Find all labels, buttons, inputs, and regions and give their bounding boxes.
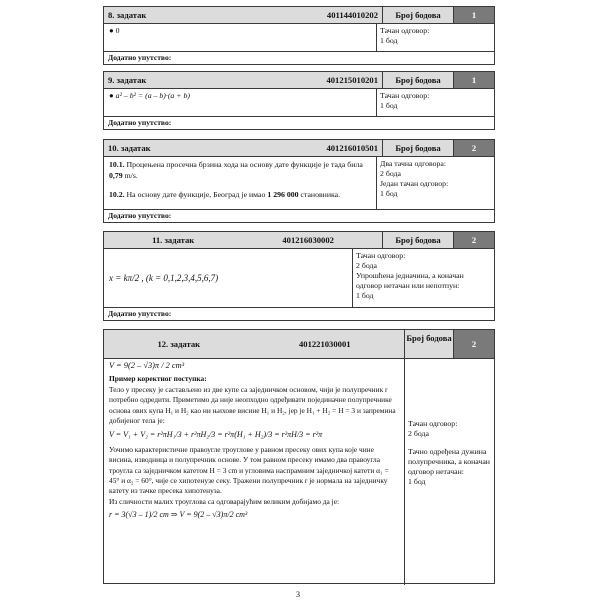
scoring-line: 1 бод	[356, 291, 374, 300]
subtask-value: 0,79	[109, 171, 123, 180]
task-code: 401216030002	[282, 235, 334, 245]
points-value: 2	[453, 140, 494, 156]
task-title: 8. задатак	[108, 10, 147, 20]
scoring-line: 1 бод	[408, 477, 426, 486]
answer-cell	[104, 157, 376, 209]
answer-cell: ● 0	[109, 26, 120, 35]
scoring-line: Један тачан одговор:	[380, 179, 449, 188]
additional-note: Додатно упутство:	[108, 53, 172, 62]
scoring-cell	[352, 249, 494, 307]
points-value: 2	[453, 232, 494, 248]
scoring-cell	[376, 89, 494, 116]
subtask-label: 10.2.	[109, 190, 125, 199]
subtask-text: Процењена просечна брзина хода на основу дате функције је тада била	[126, 160, 363, 169]
task-code: 401144010202	[326, 10, 378, 20]
scoring-line: 2 бода	[356, 261, 377, 270]
scoring-line: Упрошћена једначина, а коначан одговор нетачан или непотпун:	[356, 271, 464, 290]
points-value: 1	[453, 7, 494, 23]
scoring-line: Тачан одговор:	[380, 91, 430, 100]
scoring-line: Два тачна одговора:	[380, 159, 447, 168]
answer-formula: a² – b² = (a – b)·(a + b)	[115, 91, 190, 100]
scoring-line: 1 бод	[380, 36, 398, 45]
task-title: 12. задатак	[157, 339, 201, 349]
scoring-line: 2 бода	[408, 429, 429, 438]
radius-formula: r = 3(√3 – 1)/2 cm ⇒ V = 9(2 – √3)π/2 cm³	[109, 510, 248, 520]
answer-formula: x = kπ/2 , (k = 0,1,2,3,4,5,6,7)	[109, 273, 219, 283]
additional-note: Додатно упутство:	[108, 211, 172, 220]
additional-note: Додатно упутство:	[108, 118, 172, 127]
task-header	[104, 330, 494, 359]
subtask-label: 10.1.	[109, 160, 125, 169]
points-label: Број бодова	[382, 72, 453, 88]
task-12-block	[103, 329, 495, 584]
task-8-block	[103, 6, 495, 65]
task-header	[104, 232, 494, 249]
subtask-unit: m/s.	[122, 171, 138, 180]
task-header	[104, 140, 494, 157]
solution-text: Уочимо карактеристичне правоугле троуглове у равном пресеку ових купа које чине висина, изводница и полупречник основе. У том равном пресеку имамо два правоугла троугла са заједничком катетом H = 3 cm и угловима наспрамним заједничкој катети α₁ = 45° и α₂ = 60°, чије се хипотенузе секу. Тражени полупречник r је нормала на заједничку катету из тачке пресека хипотенуза.	[109, 444, 389, 496]
scoring-line: 2 бода	[380, 169, 401, 178]
scoring-cell	[404, 359, 494, 585]
scoring-cell	[376, 157, 494, 209]
example-title: Пример коректног поступка:	[109, 374, 207, 384]
solution-cell	[104, 359, 404, 585]
subtask-unit: становника.	[298, 190, 341, 199]
task-code: 401215010201	[326, 75, 378, 85]
subtask-text: На основу дате функције, Београд је имао	[126, 190, 268, 199]
task-header	[104, 7, 494, 24]
solution-text: Тело у пресеку је састављено из две купе са заједничком основом, чији је полупречник r потребно одредити. Приметимо да није неопходно одређивати појединачне полупречнике основа ових купа H₁ и H₂ као ни њихове висине H₁ и H₂, јер је H₁ + H₂ = H = 3 и запремина добијеног тела је:	[109, 384, 396, 426]
task-9-block	[103, 71, 495, 130]
points-value: 2	[453, 330, 494, 358]
scoring-line: Тачно одређена дужина полупречника, а коначан одговор нетачан:	[408, 447, 490, 476]
points-label: Број бодова	[382, 232, 453, 248]
task-code: 401216010501	[326, 143, 378, 153]
scoring-line: Тачан одговор:	[380, 26, 430, 35]
answer-cell	[104, 249, 352, 307]
points-label: Број бодова	[382, 7, 453, 23]
task-10-block	[103, 139, 495, 223]
points-label: Број бодова	[382, 140, 453, 156]
scoring-line: 1 бод	[380, 189, 398, 198]
scoring-line: Тачан одговор:	[356, 251, 406, 260]
points-value: 1	[453, 72, 494, 88]
scoring-line: Тачан одговор:	[408, 419, 458, 428]
task-11-block	[103, 231, 495, 321]
subtask-value: 1 296 000	[267, 190, 299, 199]
volume-derivation: V = V₁ + V₂ = r²πH₁/3 + r²πH₂/3 = r²π(H₁ + H₂)/3 = r²πH/3 = r²π	[109, 430, 323, 440]
scoring-cell	[376, 24, 494, 51]
task-title: 11. задатак	[152, 235, 195, 245]
answer-cell: ● a² – b² = (a – b)·(a + b)	[109, 91, 190, 100]
task-title: 9. задатак	[108, 75, 147, 85]
task-header	[104, 72, 494, 89]
task-code: 401221030001	[298, 339, 351, 349]
points-label: Број бодова	[404, 330, 453, 358]
scoring-line: 1 бод	[380, 101, 398, 110]
page-number: 3	[296, 590, 300, 599]
task-title: 10. задатак	[108, 143, 151, 153]
answer-text: 0	[115, 26, 120, 35]
additional-note: Додатно упутство:	[108, 309, 172, 318]
solution-text: Из сличности малих троуглова са одговарајућим великим добијамо да је:	[109, 496, 340, 506]
volume-formula: V = 9(2 – √3)π / 2 cm³	[109, 361, 185, 370]
